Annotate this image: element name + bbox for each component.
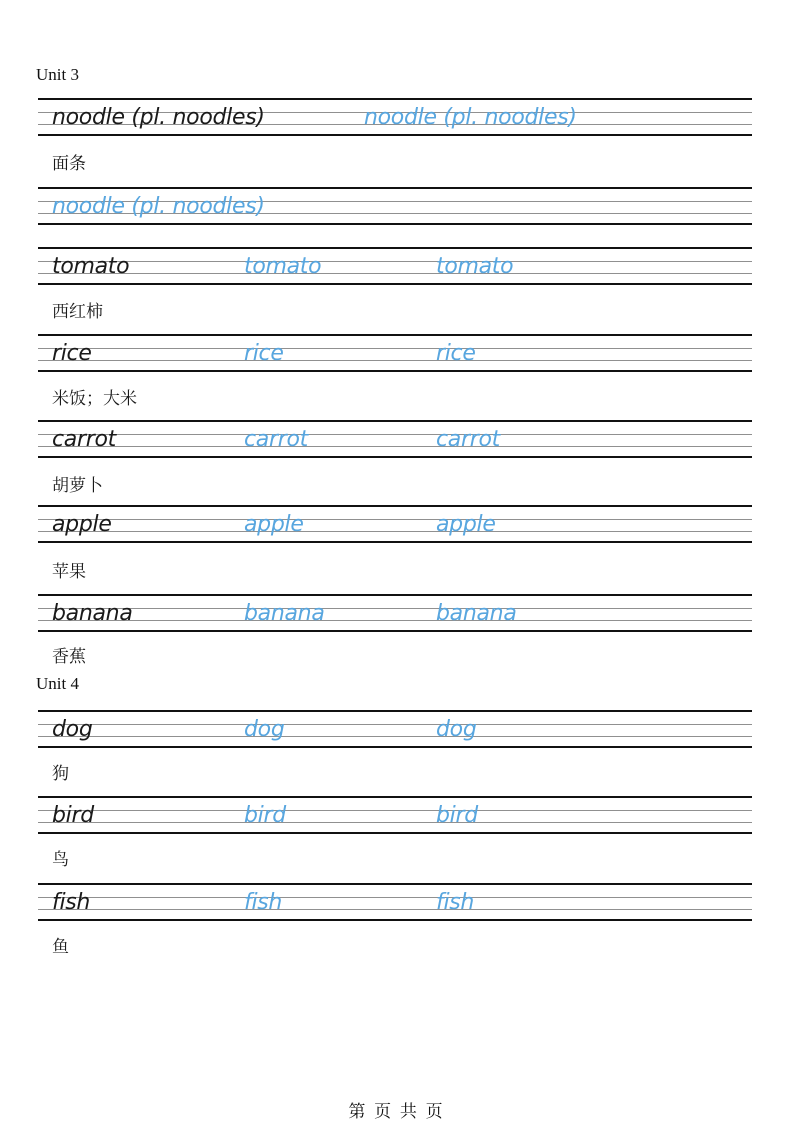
trace-word-bird-1: bird (244, 803, 286, 828)
chinese-label-carrot: 胡萝卜 (52, 476, 103, 496)
unit-4-heading: Unit 4 (36, 674, 79, 693)
trace-word-dog-1: dog (244, 717, 285, 742)
trace-word-carrot-1: carrot (244, 427, 308, 452)
handwriting-grid-noodle-2 (38, 187, 752, 225)
handwriting-grid-apple (38, 505, 752, 543)
handwriting-grid-carrot (38, 420, 752, 458)
word-apple: apple (52, 512, 112, 537)
trace-word-rice-1: rice (244, 341, 284, 366)
chinese-label-tomato: 西红柿 (52, 302, 103, 322)
trace-word-tomato-1: tomato (244, 254, 322, 279)
handwriting-grid-tomato (38, 247, 752, 285)
handwriting-grid-banana (38, 594, 752, 632)
trace-word-apple-2: apple (436, 512, 496, 537)
word-banana: banana (52, 601, 133, 626)
chinese-label-dog: 狗 (52, 764, 69, 784)
trace-word-fish-2: fish (436, 890, 475, 915)
trace-word-bird-2: bird (436, 803, 478, 828)
chinese-label-apple: 苹果 (52, 562, 86, 582)
chinese-label-rice: 米饭；大米 (52, 389, 137, 409)
handwriting-grid-dog (38, 710, 752, 748)
word-tomato: tomato (52, 254, 130, 279)
page-footer: 第 页 共 页 (348, 1102, 445, 1121)
chinese-label-fish: 鱼 (52, 937, 69, 957)
unit-3-heading: Unit 3 (36, 65, 79, 84)
trace-word-noodle-1: noodle (pl. noodles) (364, 105, 577, 130)
handwriting-grid-bird (38, 796, 752, 834)
trace-word-noodle-2: noodle (pl. noodles) (52, 194, 265, 219)
trace-word-banana-2: banana (436, 601, 517, 626)
handwriting-grid-noodle-1 (38, 98, 752, 136)
word-dog: dog (52, 717, 93, 742)
chinese-label-noodle: 面条 (52, 154, 86, 174)
word-bird: bird (52, 803, 94, 828)
handwriting-grid-rice (38, 334, 752, 372)
trace-word-apple-1: apple (244, 512, 304, 537)
word-rice: rice (52, 341, 92, 366)
trace-word-carrot-2: carrot (436, 427, 500, 452)
chinese-label-bird: 鸟 (52, 850, 69, 870)
trace-word-banana-1: banana (244, 601, 325, 626)
chinese-label-banana: 香蕉 (52, 647, 86, 667)
trace-word-dog-2: dog (436, 717, 477, 742)
trace-word-rice-2: rice (436, 341, 476, 366)
handwriting-grid-fish (38, 883, 752, 921)
word-carrot: carrot (52, 427, 116, 452)
trace-word-tomato-2: tomato (436, 254, 514, 279)
word-noodle: noodle (pl. noodles) (52, 105, 265, 130)
word-fish: fish (52, 890, 91, 915)
trace-word-fish-1: fish (244, 890, 283, 915)
